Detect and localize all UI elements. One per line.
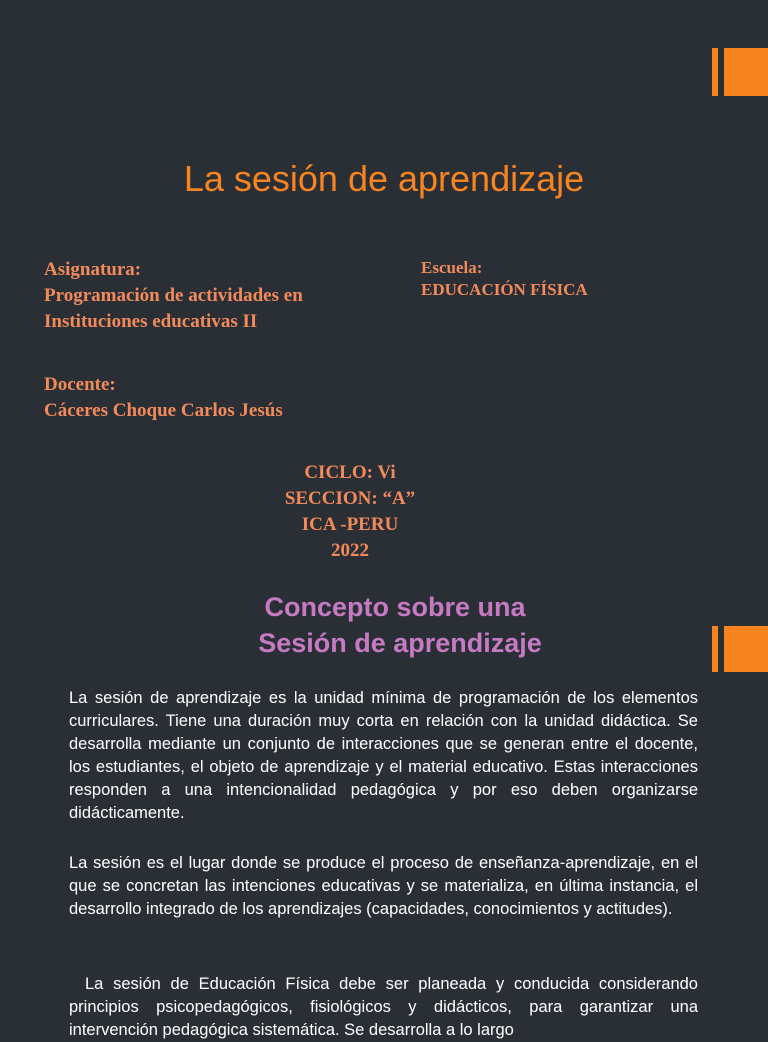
orange-accent-bars xyxy=(712,48,768,96)
accent-bar-thick xyxy=(724,48,768,96)
paragraph-3: La sesión de Educación Física debe ser planeada y conducida considerando principios psicopedagógicos, fisiológicos y didácticos, para garantizar una intervención pedagógica sistemática. Se desarrolla a lo largo xyxy=(69,975,698,1039)
concept-slide xyxy=(0,590,768,1039)
accent-bar-thin xyxy=(712,48,718,96)
docente-block xyxy=(44,372,283,424)
concept-title-line2: Sesión de aprendizaje xyxy=(258,628,542,658)
escuela-value: EDUCACIÓN FÍSICA xyxy=(421,280,588,299)
paragraph-1: La sesión de aprendizaje es la unidad mínima de programación de los elementos curriculares. Tiene una duración muy corta en relación con la unidad didáctica. Se desarrolla mediante un conjunto de interacciones que se generan entre el docente, los estudiantes, el objeto de aprendizaje y el material educativo. Estas interacciones responden a una intencionalidad pedagógica y por eso deben organizarse didácticamente. xyxy=(69,689,698,822)
ciclo-text: CICLO: Vi xyxy=(304,462,396,483)
concept-title-line1: Concepto sobre una xyxy=(264,592,526,622)
docente-label: Docente: xyxy=(44,374,116,395)
escuela-block xyxy=(421,257,588,301)
asignatura-line2: Instituciones educativas II xyxy=(44,311,258,332)
course-info-block xyxy=(0,460,700,564)
location-text: ICA -PERU xyxy=(301,514,399,535)
slide-title: La sesión de aprendizaje xyxy=(183,158,585,199)
escuela-label: Escuela: xyxy=(421,258,483,277)
asignatura-line1: Programación de actividades en xyxy=(44,285,303,306)
docente-value: Cáceres Choque Carlos Jesús xyxy=(44,400,283,421)
year-text: 2022 xyxy=(331,540,369,561)
asignatura-block xyxy=(44,257,303,335)
seccion-text: SECCION: “A” xyxy=(284,488,416,509)
asignatura-label: Asignatura: xyxy=(44,259,142,280)
paragraph-2: La sesión es el lugar donde se produce el proceso de enseñanza-aprendizaje, en el que se concretan las intenciones educativas y se materializa, en última instancia, el desarrollo integrado de los aprendizajes (capacidades, conocimientos y actitudes). xyxy=(69,854,698,918)
